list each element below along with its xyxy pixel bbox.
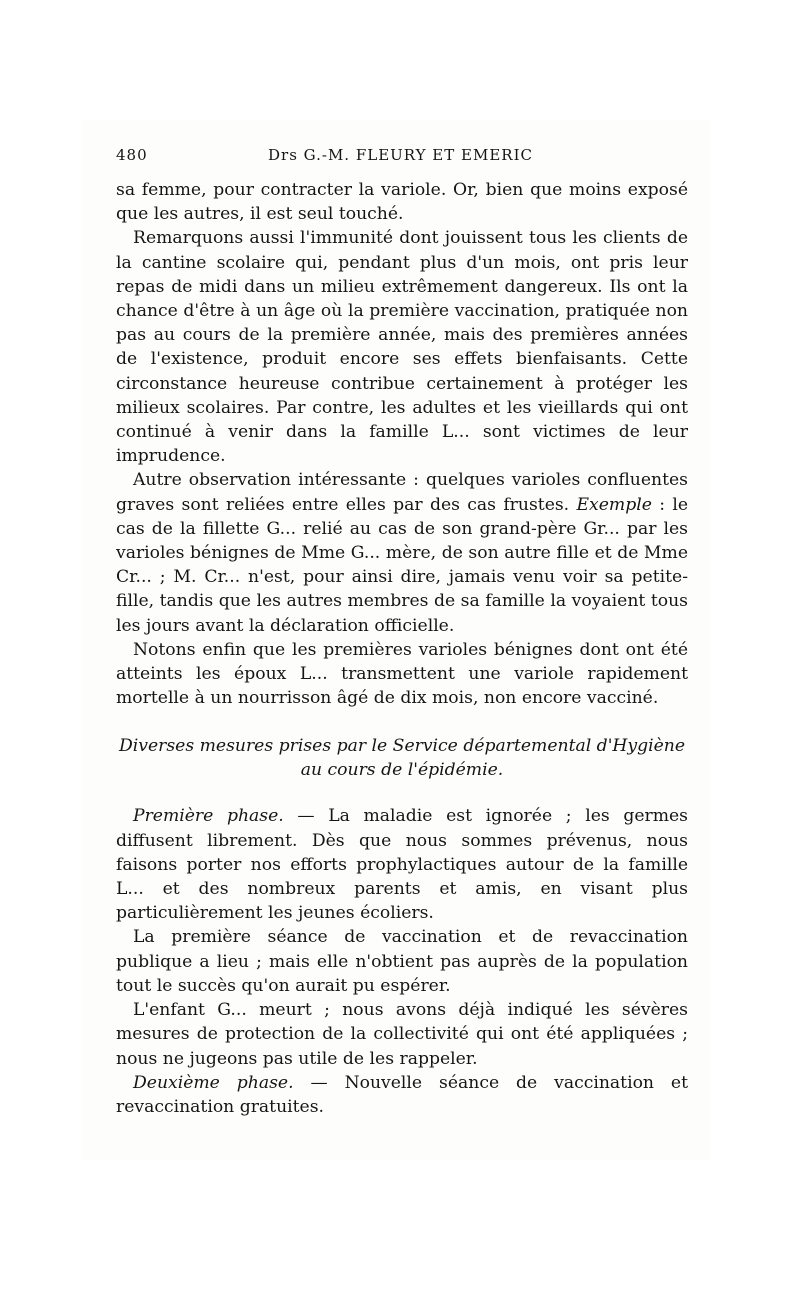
section-heading [116, 734, 688, 782]
phase-two-text: — Nouvelle séance de vaccination et revaccination gratuites. [116, 1072, 688, 1117]
paragraph-phase-one [116, 804, 688, 925]
phase-one-label: Première phase. [133, 806, 284, 827]
paragraph-phase-two [116, 1071, 688, 1119]
section-heading-line-2: au cours de l'épidémie. [300, 760, 504, 781]
body-text [116, 178, 688, 1119]
running-title: Drs G.-M. FLEURY ET EMERIC [268, 146, 533, 164]
section-heading-line-1: Diverses mesures prises par le Service départemental d'Hygiène [118, 736, 686, 757]
phase-one-text: — La maladie est ignorée ; les germes diffusent librement. Dès que nous sommes prévenus, nous faisons porter nos efforts prophylactiques autour de la famille L... et des nombreux parents et amis, en visant plus particulièrement les jeunes écoliers. [116, 806, 688, 924]
phase-two-label: Deuxième phase. [133, 1072, 294, 1093]
paragraph-transmission: Notons enfin que les premières varioles bénignes dont ont été atteints les époux L... transmettent une variole rapidement mortelle à un nourrisson âgé de dix mois, non encore vacciné. [116, 639, 688, 709]
paragraph-observation [116, 468, 688, 637]
page-number: 480 [116, 146, 148, 164]
paragraph-vaccination-session: La première séance de vaccination et de revaccination publique a lieu ; mais elle n'obtient pas auprès de la population tout le succès qu'on aurait pu espérer. [116, 927, 688, 996]
observation-example-label: Exemple [576, 494, 652, 515]
observation-intro: Autre observation intéressante : quelques varioles confluentes graves sont reliées entre elles par des cas frustes. [116, 470, 688, 515]
paragraph-immunity: Remarquons aussi l'immunité dont jouissent tous les clients de la cantine scolaire qui, pendant plus d'un mois, ont pris leur repas de midi dans un milieu extrêmement dangereux. Ils ont la chance d'être à un âge où la première vaccination, pratiquée non pas au cours de la première année, mais des premières années de l'existence, produit encore ses effets bienfaisants. Cette circonstance heureuse contribue certainement à protéger les milieux scolaires. Par contre, les adultes et les vieillards qui ont continué à venir dans la famille L... sont victimes de leur imprudence. [116, 228, 688, 467]
paragraph-child-death: L'enfant G... meurt ; nous avons déjà indiqué les sévères mesures de protection de la collectivité qui ont été appliquées ; nous ne jugeons pas utile de les rappeler. [116, 1000, 688, 1069]
paragraph-continuation: sa femme, pour contracter la variole. Or, bien que moins exposé que les autres, il est seul touché. [116, 180, 688, 225]
page-header [116, 146, 688, 168]
observation-details: : le cas de la fillette G... relié au cas de son grand-père Gr... par les varioles bénignes de Mme G... mère, de son autre fille et de Mme Cr... ; M. Cr... n'est, pour ainsi dire, jamais venu voir sa petite-fille, tandis que les autres membres de sa famille la voyaient tous les jours avant la déclaration officielle. [116, 494, 688, 636]
